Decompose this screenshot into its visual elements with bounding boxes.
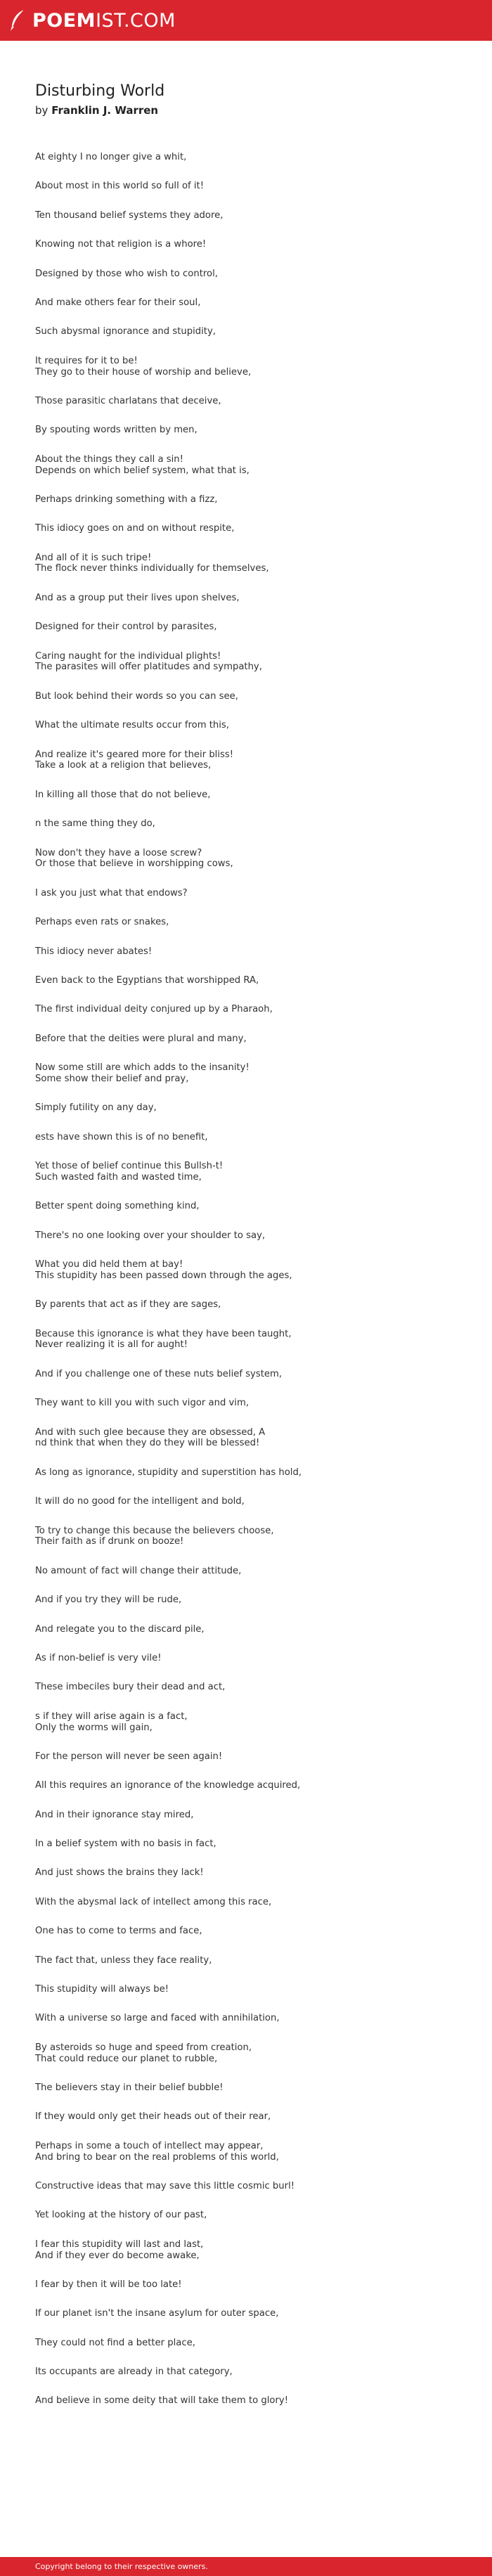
- poem-line: And make others fear for their soul,: [35, 297, 201, 308]
- poem-line: Because this ignorance is what they have been taught,: [35, 1328, 292, 1339]
- poem-line: As long as ignorance, stupidity and superstition has hold,: [35, 1467, 302, 1478]
- stanza: [35, 1467, 457, 1479]
- stanza: [35, 1867, 457, 1879]
- poem-line: What the ultimate results occur from this,: [35, 720, 229, 731]
- poem-line: And believe in some deity that will take them to glory!: [35, 2395, 288, 2407]
- stanza: [35, 1926, 457, 1937]
- poem-line: And as a group put their lives upon shelves,: [35, 592, 240, 603]
- stanza: [35, 1711, 457, 1734]
- poem-line: This stupidity has been passed down through the ages,: [35, 1270, 292, 1281]
- poem-line: By spouting words written by men,: [35, 425, 198, 436]
- stanza: [35, 1810, 457, 1821]
- poem-line: Designed by those who wish to control,: [35, 268, 218, 279]
- stanza: [35, 1427, 457, 1450]
- poem-line: To try to change this because the believers choose,: [35, 1525, 274, 1536]
- poem-line: Those parasitic charlatans that deceive,: [35, 395, 221, 406]
- poem-header: [35, 82, 457, 117]
- poem-line: If our planet isn't the insane asylum for outer space,: [35, 2308, 279, 2319]
- poem-line: And with such glee because they are obsessed, A: [35, 1427, 266, 1438]
- stanza: [35, 1033, 457, 1045]
- poem-line: I fear by then it will be too late!: [35, 2279, 182, 2290]
- stanza: [35, 1955, 457, 1966]
- stanza: [35, 749, 457, 772]
- poem-line: It requires for it to be!: [35, 355, 138, 366]
- poem-line: Only the worms will gain,: [35, 1722, 153, 1733]
- stanza: [35, 1566, 457, 1577]
- poem-line: But look behind their words so you can see,: [35, 690, 238, 702]
- poem-line: And relegate you to the discard pile,: [35, 1623, 205, 1635]
- poem-line: In a belief system with no basis in fact,: [35, 1838, 216, 1850]
- stanza: [35, 1102, 457, 1114]
- poem-line: For the person will never be seen again!: [35, 1751, 223, 1762]
- poem-line: The fact that, unless they face reality,: [35, 1954, 212, 1966]
- quill-icon: [10, 9, 25, 32]
- stanza: [35, 888, 457, 899]
- poem-line: No amount of fact will change their attitude,: [35, 1565, 242, 1576]
- poem-line: By asteroids so huge and speed from creation,: [35, 2042, 252, 2053]
- poem-line: This idiocy goes on and on without respite,: [35, 523, 235, 534]
- site-header: [0, 0, 492, 41]
- poem-line: They go to their house of worship and believe,: [35, 366, 252, 378]
- poem-line: With a universe so large and faced with annihilation,: [35, 2013, 280, 2024]
- stanza: [35, 297, 457, 309]
- poem-line: Such wasted faith and wasted time,: [35, 1171, 202, 1183]
- poem-line: Yet looking at the history of our past,: [35, 2210, 207, 2221]
- stanza: [35, 553, 457, 575]
- stanza: [35, 494, 457, 505]
- poem-line: And if they ever do become awake,: [35, 2250, 200, 2261]
- stanza: [35, 396, 457, 407]
- stanza: [35, 1780, 457, 1791]
- stanza: [35, 2338, 457, 2349]
- poem-line: And if you challenge one of these nuts belief system,: [35, 1368, 283, 1379]
- poem-line: And realize it's geared more for their bliss!: [35, 749, 234, 760]
- stanza: [35, 848, 457, 870]
- stanza: [35, 326, 457, 337]
- poem-line: Take a look at a religion that believes,: [35, 760, 212, 771]
- poem-line: Their faith as if drunk on booze!: [35, 1536, 184, 1547]
- poem-line: About the things they call a sin!: [35, 453, 183, 465]
- stanza: [35, 210, 457, 221]
- site-footer: [0, 2557, 492, 2576]
- poem-line: By parents that act as if they are sages,: [35, 1299, 221, 1310]
- poem-line: At eighty I no longer give a whit,: [35, 152, 187, 162]
- stanza: [35, 946, 457, 958]
- poem-line: Simply futility on any day,: [35, 1102, 157, 1114]
- poem-line: Ten thousand belief systems they adore,: [35, 210, 224, 221]
- poem-line: Now don't they have a loose screw?: [35, 847, 202, 858]
- poem-line: There's no one looking over your shoulder to say,: [35, 1230, 266, 1241]
- by-label: by: [35, 104, 48, 117]
- stanza: [35, 622, 457, 633]
- stanza: [35, 152, 457, 163]
- poem-line: n the same thing they do,: [35, 818, 155, 830]
- poem-line: s if they will arise again is a fact,: [35, 1711, 188, 1722]
- stanza: [35, 2111, 457, 2123]
- poem-line: Perhaps in some a touch of intellect may appear,: [35, 2140, 264, 2151]
- poem-line: And bring to bear on the real problems of this world,: [35, 2151, 279, 2163]
- stanza: [35, 1624, 457, 1635]
- poem-line: The flock never thinks individually for themselves,: [35, 563, 269, 574]
- stanza: [35, 1004, 457, 1015]
- stanza: [35, 1682, 457, 1693]
- poem-line: Designed for their control by parasites,: [35, 622, 217, 633]
- stanza: [35, 1838, 457, 1850]
- poem-line: I ask you just what that endows?: [35, 887, 188, 899]
- poem-line: Never realizing it is all for aught!: [35, 1339, 188, 1351]
- byline: [35, 103, 457, 117]
- poem-line: Before that the deities were plural and many,: [35, 1033, 247, 1044]
- poem-line: Knowing not that religion is a whore!: [35, 239, 207, 250]
- stanza: [35, 269, 457, 280]
- stanza: [35, 2141, 457, 2163]
- stanza: [35, 917, 457, 928]
- poem-line: As if non-belief is very vile!: [35, 1652, 162, 1663]
- stanza: [35, 1526, 457, 1548]
- stanza: [35, 1751, 457, 1763]
- poem-line: ests have shown this is of no benefit,: [35, 1131, 208, 1142]
- stanza: [35, 1230, 457, 1242]
- poem-line: The believers stay in their belief bubble!: [35, 2082, 224, 2093]
- stanza: [35, 2042, 457, 2065]
- stanza: [35, 181, 457, 192]
- stanza: [35, 1132, 457, 1143]
- stanza: [35, 1329, 457, 1351]
- stanza: [35, 1299, 457, 1310]
- poem-line: In killing all those that do not believe,: [35, 789, 211, 800]
- site-logo-link[interactable]: [10, 8, 176, 32]
- poem-line: Its occupants are already in that category,: [35, 2366, 233, 2378]
- poem-line: Or those that believe in worshipping cows,: [35, 858, 233, 870]
- poem-body: [35, 152, 457, 2425]
- stanza: [35, 818, 457, 830]
- poem-line: And all of it is such tripe!: [35, 552, 152, 563]
- stanza: [35, 454, 457, 477]
- stanza: [35, 2239, 457, 2262]
- poem-line: Constructive ideas that may save this little cosmic burl!: [35, 2180, 295, 2191]
- poem-line: All this requires an ignorance of the knowledge acquired,: [35, 1780, 301, 1791]
- poem-line: This stupidity will always be!: [35, 1984, 169, 1995]
- poem-line: The parasites will offer platitudes and sympathy,: [35, 662, 262, 673]
- stanza: [35, 1653, 457, 1664]
- stanza: [35, 720, 457, 731]
- stanza: [35, 523, 457, 534]
- stanza: [35, 425, 457, 436]
- poem-line: Perhaps drinking something with a fizz,: [35, 494, 218, 505]
- stanza: [35, 2395, 457, 2407]
- poem-line: That could reduce our planet to rubble,: [35, 2053, 218, 2064]
- stanza: [35, 239, 457, 250]
- stanza: [35, 651, 457, 674]
- poem-line: Caring naught for the individual plights!: [35, 650, 221, 662]
- site-brand: [32, 10, 176, 32]
- poem-line: And in their ignorance stay mired,: [35, 1809, 194, 1820]
- poem-line: They could not find a better place,: [35, 2337, 195, 2348]
- stanza: [35, 2366, 457, 2378]
- stanza: [35, 790, 457, 801]
- poem-line: And just shows the brains they lack!: [35, 1867, 204, 1879]
- stanza: [35, 1398, 457, 1409]
- poem-line: It will do no good for the intelligent and bold,: [35, 1496, 245, 1507]
- stanza: [35, 975, 457, 986]
- stanza: [35, 1897, 457, 1908]
- stanza: [35, 2082, 457, 2094]
- poem-line: And if you try they will be rude,: [35, 1595, 182, 1606]
- stanza: [35, 1595, 457, 1606]
- stanza: [35, 2210, 457, 2221]
- brand-thin: IST.COM: [96, 9, 176, 32]
- stanza: [35, 1201, 457, 1212]
- stanza: [35, 2181, 457, 2192]
- stanza: [35, 691, 457, 702]
- stanza: [35, 2279, 457, 2291]
- poem-line: The first individual deity conjured up by a Pharaoh,: [35, 1004, 273, 1015]
- stanza: [35, 1369, 457, 1380]
- poem-line: These imbeciles bury their dead and act,: [35, 1682, 226, 1693]
- poem-line: Yet those of belief continue this Bullsh-t!: [35, 1161, 224, 1172]
- stanza: [35, 356, 457, 378]
- stanza: [35, 1259, 457, 1282]
- poem-line: About most in this world so full of it!: [35, 181, 204, 192]
- copyright-text: Copyright belong to their respective owners.: [35, 2562, 208, 2571]
- stanza: [35, 593, 457, 604]
- poem-line: With the abysmal lack of intellect among this race,: [35, 1896, 272, 1907]
- poem-line: I fear this stupidity will last and last,: [35, 2239, 204, 2250]
- poem-line: nd think that when they do they will be blessed!: [35, 1438, 260, 1449]
- stanza: [35, 2013, 457, 2024]
- poem-line: One has to come to terms and face,: [35, 1926, 202, 1937]
- brand-bold: POEM: [32, 9, 96, 32]
- poem-line: If they would only get their heads out of their rear,: [35, 2111, 271, 2123]
- poem-line: Better spent doing something kind,: [35, 1201, 200, 1212]
- poem-line: Even back to the Egyptians that worshipped RA,: [35, 974, 259, 986]
- poem-line: What you did held them at bay!: [35, 1259, 183, 1270]
- poem-line: Now some still are which adds to the insanity!: [35, 1062, 250, 1074]
- poem-line: Some show their belief and pray,: [35, 1073, 189, 1084]
- poem-title: Disturbing World: [35, 82, 165, 100]
- stanza: [35, 1496, 457, 1507]
- stanza: [35, 1984, 457, 1995]
- poem-line: Such abysmal ignorance and stupidity,: [35, 326, 216, 337]
- poem-line: Depends on which belief system, what that is,: [35, 465, 250, 476]
- poem-line: They want to kill you with such vigor and vim,: [35, 1398, 250, 1409]
- stanza: [35, 1062, 457, 1085]
- stanza: [35, 2308, 457, 2319]
- poem-line: Perhaps even rats or snakes,: [35, 917, 169, 928]
- author-name: Franklin J. Warren: [51, 104, 159, 117]
- poem-line: This idiocy never abates!: [35, 946, 153, 957]
- stanza: [35, 1161, 457, 1183]
